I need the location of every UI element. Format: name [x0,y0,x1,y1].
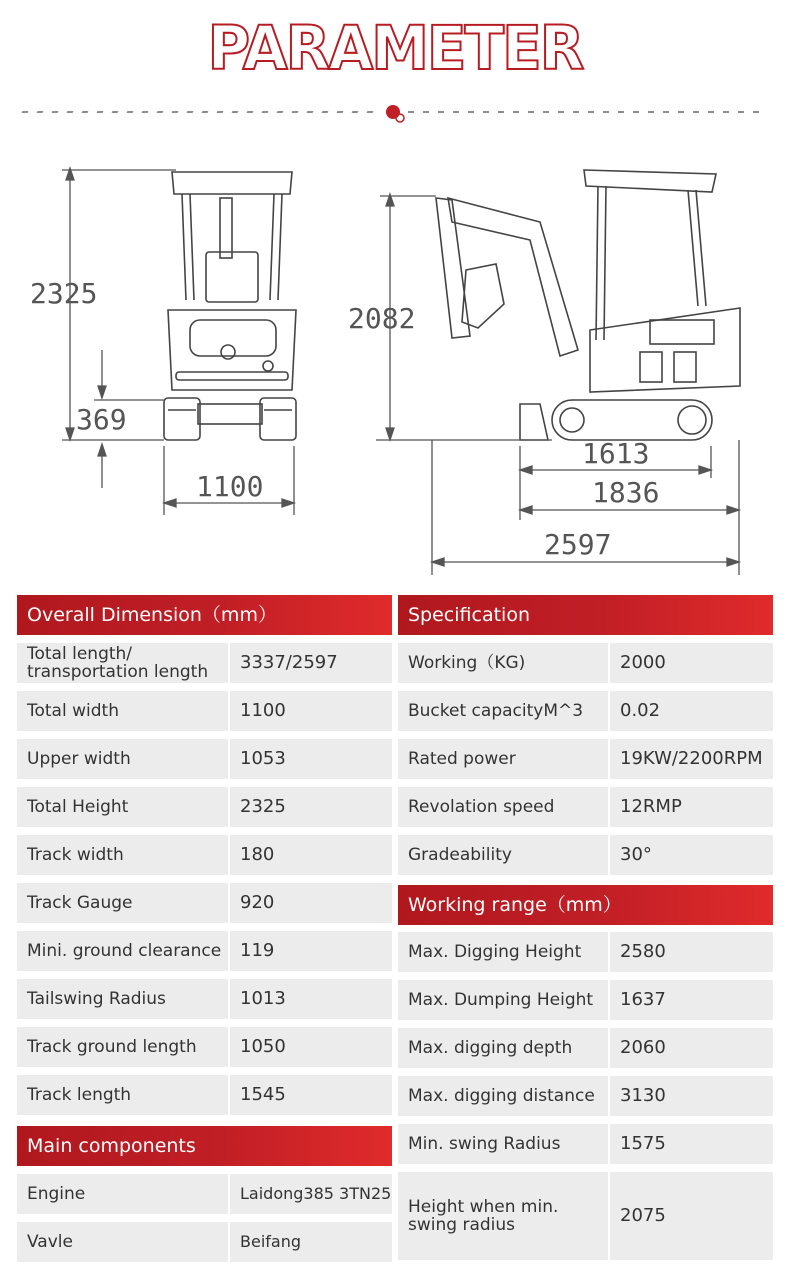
specification-header: Specification [398,595,773,635]
front-view [164,172,296,440]
row-value: 1053 [230,739,392,779]
side-dimension-lines [376,194,739,575]
row-value: Laidong385 3TN25 [230,1174,392,1214]
row-label: Max. Digging Height [398,932,608,972]
row-value: 2075 [610,1172,773,1260]
row-value: Beifang [230,1222,392,1262]
row-value: 2060 [610,1028,773,1068]
row-value: 30° [610,835,773,875]
page-title: PARAMETER [207,12,583,84]
dimension-drawing [0,0,790,590]
row-value: 3337/2597 [230,643,392,683]
front-height-label: 2325 [30,277,98,310]
row-label: Total Height [17,787,228,827]
front-width-label: 1100 [196,470,264,503]
row-label: Height when min. swing radius [398,1172,608,1260]
main-components-header: Main components [17,1126,392,1166]
row-label: Vavle [17,1222,228,1262]
row-value: 1013 [230,979,392,1019]
row-label: Bucket capacityM^3 [398,691,608,731]
row-label: Track length [17,1075,228,1115]
row-label: Upper width [17,739,228,779]
row-label: Track width [17,835,228,875]
row-value: 2000 [610,643,773,683]
row-value: 3130 [610,1076,773,1116]
side-view [436,170,740,440]
row-value: 1100 [230,691,392,731]
row-label: Track Gauge [17,883,228,923]
row-label: Total width [17,691,228,731]
side-track-length-label: 1836 [592,476,660,509]
row-label: Engine [17,1174,228,1214]
row-value: 19KW/2200RPM [610,739,773,779]
row-value: 119 [230,931,392,971]
row-value: 1637 [610,980,773,1020]
row-label: Max. digging distance [398,1076,608,1116]
row-value: 180 [230,835,392,875]
front-clearance-label: 369 [76,403,127,436]
row-label: Tailswing Radius [17,979,228,1019]
row-label: Track ground length [17,1027,228,1067]
row-label: Rated power [398,739,608,779]
row-value: 2580 [610,932,773,972]
front-dimension-lines [62,168,294,515]
row-label: Min. swing Radius [398,1124,608,1164]
side-transport-length-label: 2597 [544,528,612,561]
working-range-header: Working range（mm） [398,885,773,925]
row-label: Working（KG) [398,643,608,683]
row-label: Total length/ transportation length [17,643,228,683]
divider-dot-icon [386,105,400,119]
side-track-ground-label: 1613 [582,437,650,470]
row-value: 1050 [230,1027,392,1067]
row-label: Max. digging depth [398,1028,608,1068]
row-value: 0.02 [610,691,773,731]
row-value: 12RMP [610,787,773,827]
row-value: 1575 [610,1124,773,1164]
side-height-label: 2082 [348,302,416,335]
row-label: Max. Dumping Height [398,980,608,1020]
row-label: Mini. ground clearance [17,931,228,971]
overall-dimension-header: Overall Dimension（mm） [17,595,392,635]
row-label: Revolation speed [398,787,608,827]
row-value: 2325 [230,787,392,827]
row-value: 1545 [230,1075,392,1115]
row-label: Gradeability [398,835,608,875]
row-value: 920 [230,883,392,923]
